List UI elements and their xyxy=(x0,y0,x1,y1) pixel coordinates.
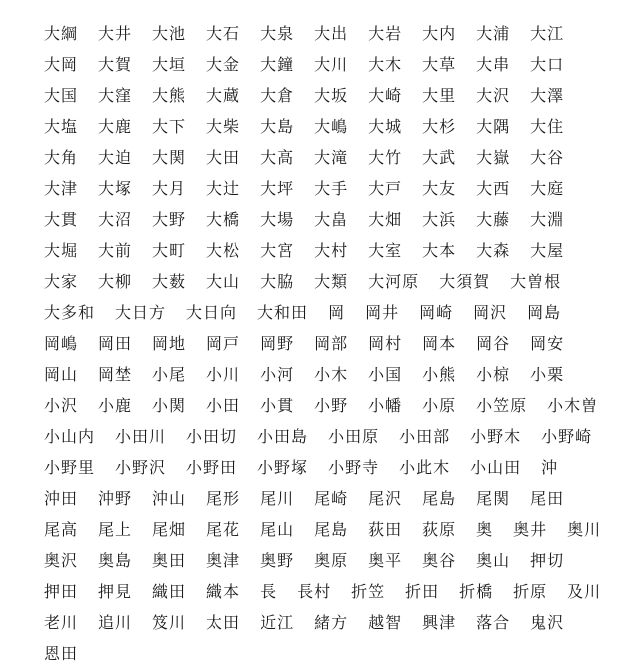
surname-item: 大堀 xyxy=(44,241,79,260)
surname-item: 小田部 xyxy=(399,427,451,446)
surname-item: 小山田 xyxy=(470,458,522,477)
surname-item: 大畑 xyxy=(368,210,403,229)
surname-item: 大里 xyxy=(422,86,457,105)
surname-item: 岡嶋 xyxy=(44,334,79,353)
surname-item: 小野 xyxy=(314,396,349,415)
surname-item: 小田切 xyxy=(186,427,238,446)
surname-item: 小野田 xyxy=(186,458,238,477)
surname-item: 長 xyxy=(260,582,278,601)
surname-item: 追川 xyxy=(98,613,133,632)
surname-item: 押見 xyxy=(98,582,133,601)
surname-item: 奥山 xyxy=(476,551,511,570)
surname-item: 大倉 xyxy=(260,86,295,105)
surname-item: 大嶽 xyxy=(476,148,511,167)
surname-item: 老川 xyxy=(44,613,79,632)
surname-item: 大柴 xyxy=(206,117,241,136)
surname-item: 大澤 xyxy=(530,86,565,105)
surname-item: 大金 xyxy=(206,55,241,74)
surname-item: 大薮 xyxy=(152,272,187,291)
surname-item: 大嶋 xyxy=(314,117,349,136)
surname-item: 越智 xyxy=(368,613,403,632)
surname-item: 荻原 xyxy=(422,520,457,539)
surname-item: 小貫 xyxy=(260,396,295,415)
surname-item: 沖田 xyxy=(44,489,79,508)
surname-item: 大賀 xyxy=(98,55,133,74)
surname-item: 岡地 xyxy=(152,334,187,353)
surname-item: 折橋 xyxy=(459,582,494,601)
surname-item: 尾形 xyxy=(206,489,241,508)
surname-item: 笈川 xyxy=(152,613,187,632)
surname-item: 大和田 xyxy=(257,303,309,322)
surname-item: 大日向 xyxy=(186,303,238,322)
surname-item: 大石 xyxy=(206,24,241,43)
surname-item: 大井 xyxy=(98,24,133,43)
surname-item: 織田 xyxy=(152,582,187,601)
surname-item: 大窪 xyxy=(98,86,133,105)
surname-item: 尾川 xyxy=(260,489,295,508)
surname-item: 尾島 xyxy=(314,520,349,539)
surname-item: 落合 xyxy=(476,613,511,632)
surname-item: 大前 xyxy=(98,241,133,260)
surname-item: 大村 xyxy=(314,241,349,260)
surname-item: 大串 xyxy=(476,55,511,74)
surname-item: 大松 xyxy=(206,241,241,260)
surname-item: 沖野 xyxy=(98,489,133,508)
surname-item: 小田原 xyxy=(328,427,380,446)
surname-item: 岡井 xyxy=(365,303,400,322)
surname-item: 尾山 xyxy=(260,520,295,539)
surname-item: 尾畑 xyxy=(152,520,187,539)
surname-item: 大鐘 xyxy=(260,55,295,74)
surname-item: 大町 xyxy=(152,241,187,260)
surname-item: 大塩 xyxy=(44,117,79,136)
surname-item: 大月 xyxy=(152,179,187,198)
surname-item: 緒方 xyxy=(314,613,349,632)
surname-item: 大類 xyxy=(314,272,349,291)
surname-item: 大迫 xyxy=(98,148,133,167)
surname-item: 小川 xyxy=(206,365,241,384)
surname-item: 織本 xyxy=(206,582,241,601)
surname-item: 岡崎 xyxy=(419,303,454,322)
surname-item: 尾崎 xyxy=(314,489,349,508)
surname-item: 岡 xyxy=(328,303,346,322)
surname-item: 大橋 xyxy=(206,210,241,229)
surname-item: 大畠 xyxy=(314,210,349,229)
surname-item: 小鹿 xyxy=(98,396,133,415)
surname-item: 大脇 xyxy=(260,272,295,291)
surname-item: 奥谷 xyxy=(422,551,457,570)
surname-item: 大住 xyxy=(530,117,565,136)
surname-item: 大城 xyxy=(368,117,403,136)
surname-item: 小笠原 xyxy=(476,396,528,415)
surname-item: 岡谷 xyxy=(476,334,511,353)
surname-item: 大淵 xyxy=(530,210,565,229)
surname-item: 大崎 xyxy=(368,86,403,105)
surname-item: 大坂 xyxy=(314,86,349,105)
surname-item: 大浜 xyxy=(422,210,457,229)
surname-item: 尾関 xyxy=(476,489,511,508)
surname-item: 大日方 xyxy=(115,303,167,322)
surname-item: 小田川 xyxy=(115,427,167,446)
surname-item: 大手 xyxy=(314,179,349,198)
surname-item: 小原 xyxy=(422,396,457,415)
surname-item: 大蔵 xyxy=(206,86,241,105)
surname-item: 沖 xyxy=(541,458,559,477)
surname-item: 岡山 xyxy=(44,365,79,384)
surname-item: 岡埜 xyxy=(98,365,133,384)
surname-item: 大隅 xyxy=(476,117,511,136)
surname-item: 大辻 xyxy=(206,179,241,198)
surname-item: 大屋 xyxy=(530,241,565,260)
surname-item: 大池 xyxy=(152,24,187,43)
surname-item: 岡村 xyxy=(368,334,403,353)
surname-item: 大綱 xyxy=(44,24,79,43)
surname-item: 長村 xyxy=(297,582,332,601)
surname-item: 大滝 xyxy=(314,148,349,167)
surname-item: 小河 xyxy=(260,365,295,384)
surname-item: 大岩 xyxy=(368,24,403,43)
surname-item: 沖山 xyxy=(152,489,187,508)
surname-item: 大角 xyxy=(44,148,79,167)
surname-item: 奥津 xyxy=(206,551,241,570)
surname-item: 大木 xyxy=(368,55,403,74)
surname-item: 大谷 xyxy=(530,148,565,167)
surname-item: 大坪 xyxy=(260,179,295,198)
surname-item: 小野木 xyxy=(470,427,522,446)
surname-item: 大山 xyxy=(206,272,241,291)
surname-item: 小野寺 xyxy=(328,458,380,477)
surname-item: 大須賀 xyxy=(439,272,491,291)
surname-item: 大岡 xyxy=(44,55,79,74)
surname-item: 大藤 xyxy=(476,210,511,229)
surname-item: 奥田 xyxy=(152,551,187,570)
surname-item: 小幡 xyxy=(368,396,403,415)
surname-item: 大多和 xyxy=(44,303,96,322)
surname-item: 小国 xyxy=(368,365,403,384)
surname-item: 岡島 xyxy=(527,303,562,322)
surname-item: 近江 xyxy=(260,613,295,632)
surname-item: 小野塚 xyxy=(257,458,309,477)
surname-item: 奥井 xyxy=(513,520,548,539)
surname-item: 大内 xyxy=(422,24,457,43)
surname-item: 大杉 xyxy=(422,117,457,136)
surname-item: 尾島 xyxy=(422,489,457,508)
surname-item: 小沢 xyxy=(44,396,79,415)
surname-item: 尾田 xyxy=(530,489,565,508)
surname-list xyxy=(44,18,604,669)
surname-item: 大出 xyxy=(314,24,349,43)
surname-item: 小栗 xyxy=(530,365,565,384)
surname-item: 奥野 xyxy=(260,551,295,570)
surname-item: 小木 xyxy=(314,365,349,384)
surname-item: 小木曽 xyxy=(547,396,599,415)
surname-item: 大柳 xyxy=(98,272,133,291)
surname-item: 小田島 xyxy=(257,427,309,446)
surname-item: 奥川 xyxy=(567,520,602,539)
surname-item: 大曽根 xyxy=(510,272,562,291)
surname-item: 小此木 xyxy=(399,458,451,477)
surname-item: 及川 xyxy=(567,582,602,601)
surname-item: 押田 xyxy=(44,582,79,601)
surname-item: 小尾 xyxy=(152,365,187,384)
surname-item: 鬼沢 xyxy=(530,613,565,632)
surname-item: 大庭 xyxy=(530,179,565,198)
surname-item: 大口 xyxy=(530,55,565,74)
surname-item: 大場 xyxy=(260,210,295,229)
surname-item: 大武 xyxy=(422,148,457,167)
surname-item: 岡野 xyxy=(260,334,295,353)
surname-item: 大高 xyxy=(260,148,295,167)
surname-item: 折田 xyxy=(405,582,440,601)
surname-item: 大島 xyxy=(260,117,295,136)
surname-item: 大鹿 xyxy=(98,117,133,136)
surname-item: 尾高 xyxy=(44,520,79,539)
surname-item: 大津 xyxy=(44,179,79,198)
surname-item: 大熊 xyxy=(152,86,187,105)
surname-item: 奥平 xyxy=(368,551,403,570)
surname-item: 岡部 xyxy=(314,334,349,353)
surname-item: 奥 xyxy=(476,520,494,539)
surname-item: 奥原 xyxy=(314,551,349,570)
surname-item: 小野里 xyxy=(44,458,96,477)
surname-item: 大浦 xyxy=(476,24,511,43)
surname-item: 岡安 xyxy=(530,334,565,353)
surname-item: 大国 xyxy=(44,86,79,105)
surname-item: 大友 xyxy=(422,179,457,198)
surname-item: 大室 xyxy=(368,241,403,260)
surname-item: 大泉 xyxy=(260,24,295,43)
surname-item: 岡沢 xyxy=(473,303,508,322)
surname-item: 小野崎 xyxy=(541,427,593,446)
surname-item: 尾沢 xyxy=(368,489,403,508)
surname-item: 大野 xyxy=(152,210,187,229)
surname-item: 大田 xyxy=(206,148,241,167)
surname-item: 奥島 xyxy=(98,551,133,570)
surname-item: 大森 xyxy=(476,241,511,260)
surname-item: 小椋 xyxy=(476,365,511,384)
surname-item: 岡戸 xyxy=(206,334,241,353)
surname-item: 大垣 xyxy=(152,55,187,74)
surname-item: 尾上 xyxy=(98,520,133,539)
surname-item: 奥沢 xyxy=(44,551,79,570)
surname-item: 大家 xyxy=(44,272,79,291)
surname-item: 大沼 xyxy=(98,210,133,229)
surname-item: 大貫 xyxy=(44,210,79,229)
surname-item: 尾花 xyxy=(206,520,241,539)
surname-item: 恩田 xyxy=(44,644,79,663)
surname-item: 大草 xyxy=(422,55,457,74)
surname-item: 大宮 xyxy=(260,241,295,260)
surname-item: 大沢 xyxy=(476,86,511,105)
surname-item: 小山内 xyxy=(44,427,96,446)
surname-item: 大江 xyxy=(530,24,565,43)
surname-item: 荻田 xyxy=(368,520,403,539)
surname-item: 大竹 xyxy=(368,148,403,167)
surname-item: 大関 xyxy=(152,148,187,167)
surname-item: 大川 xyxy=(314,55,349,74)
surname-item: 折原 xyxy=(513,582,548,601)
surname-item: 小関 xyxy=(152,396,187,415)
surname-item: 岡本 xyxy=(422,334,457,353)
surname-item: 小野沢 xyxy=(115,458,167,477)
surname-item: 大本 xyxy=(422,241,457,260)
surname-item: 太田 xyxy=(206,613,241,632)
surname-item: 折笠 xyxy=(351,582,386,601)
surname-item: 大下 xyxy=(152,117,187,136)
surname-item: 岡田 xyxy=(98,334,133,353)
surname-item: 小熊 xyxy=(422,365,457,384)
surname-item: 押切 xyxy=(530,551,565,570)
surname-item: 大河原 xyxy=(368,272,420,291)
surname-item: 大戸 xyxy=(368,179,403,198)
surname-item: 大塚 xyxy=(98,179,133,198)
surname-item: 小田 xyxy=(206,396,241,415)
surname-item: 興津 xyxy=(422,613,457,632)
surname-item: 大西 xyxy=(476,179,511,198)
